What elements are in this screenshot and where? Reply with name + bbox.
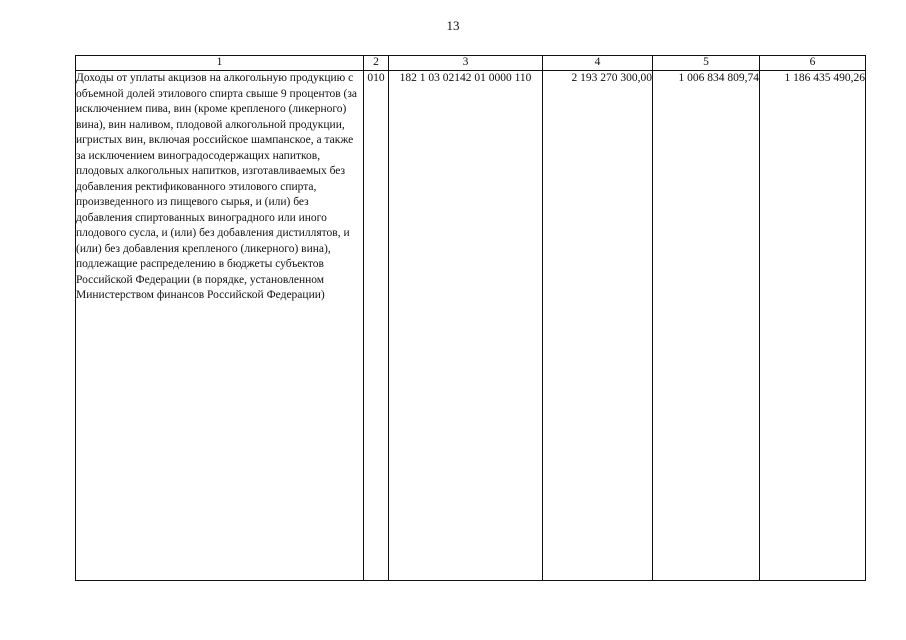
admin-code-cell: 010 xyxy=(364,71,389,581)
column-header-1: 1 xyxy=(76,56,364,71)
column-header-2: 2 xyxy=(364,56,389,71)
table-row xyxy=(76,71,866,581)
report-table xyxy=(75,55,866,581)
income-description: Доходы от уплаты акцизов на алкогольную продукцию с объемной долей этилового спирта свыше 9 процентов (за исключением пива, вин (кроме крепленого (ликерного) вина), вин наливом, плодовой алкогольной продукции, игристых вин, включая российское шампанское, а также за исключением виноградосодержащих напитков, плодовых алкогольных напитков, изготавливаемых без добавления ректификованного этилового спирта, произведенного из пищевого сырья, и (или) без добавления спиртованных виноградного или иного плодового сусла, и (или) без добавления дистиллятов, и (или) без добавления крепленого (ликерного) вина), подлежащие распределению в бюджеты субъектов Российской Федерации (в порядке, установленном Министерством финансов Российской Федерации) xyxy=(76,71,364,581)
kbk-code-cell: 182 1 03 02142 01 0000 110 xyxy=(389,71,543,581)
column-header-6: 6 xyxy=(760,56,866,71)
header-row xyxy=(76,56,866,71)
amount-col-6: 1 186 435 490,26 xyxy=(760,71,866,581)
amount-col-4: 2 193 270 300,00 xyxy=(543,71,653,581)
column-header-4: 4 xyxy=(543,56,653,71)
page-number: 13 xyxy=(446,18,460,33)
column-header-5: 5 xyxy=(653,56,760,71)
column-header-3: 3 xyxy=(389,56,543,71)
amount-col-5: 1 006 834 809,74 xyxy=(653,71,760,581)
